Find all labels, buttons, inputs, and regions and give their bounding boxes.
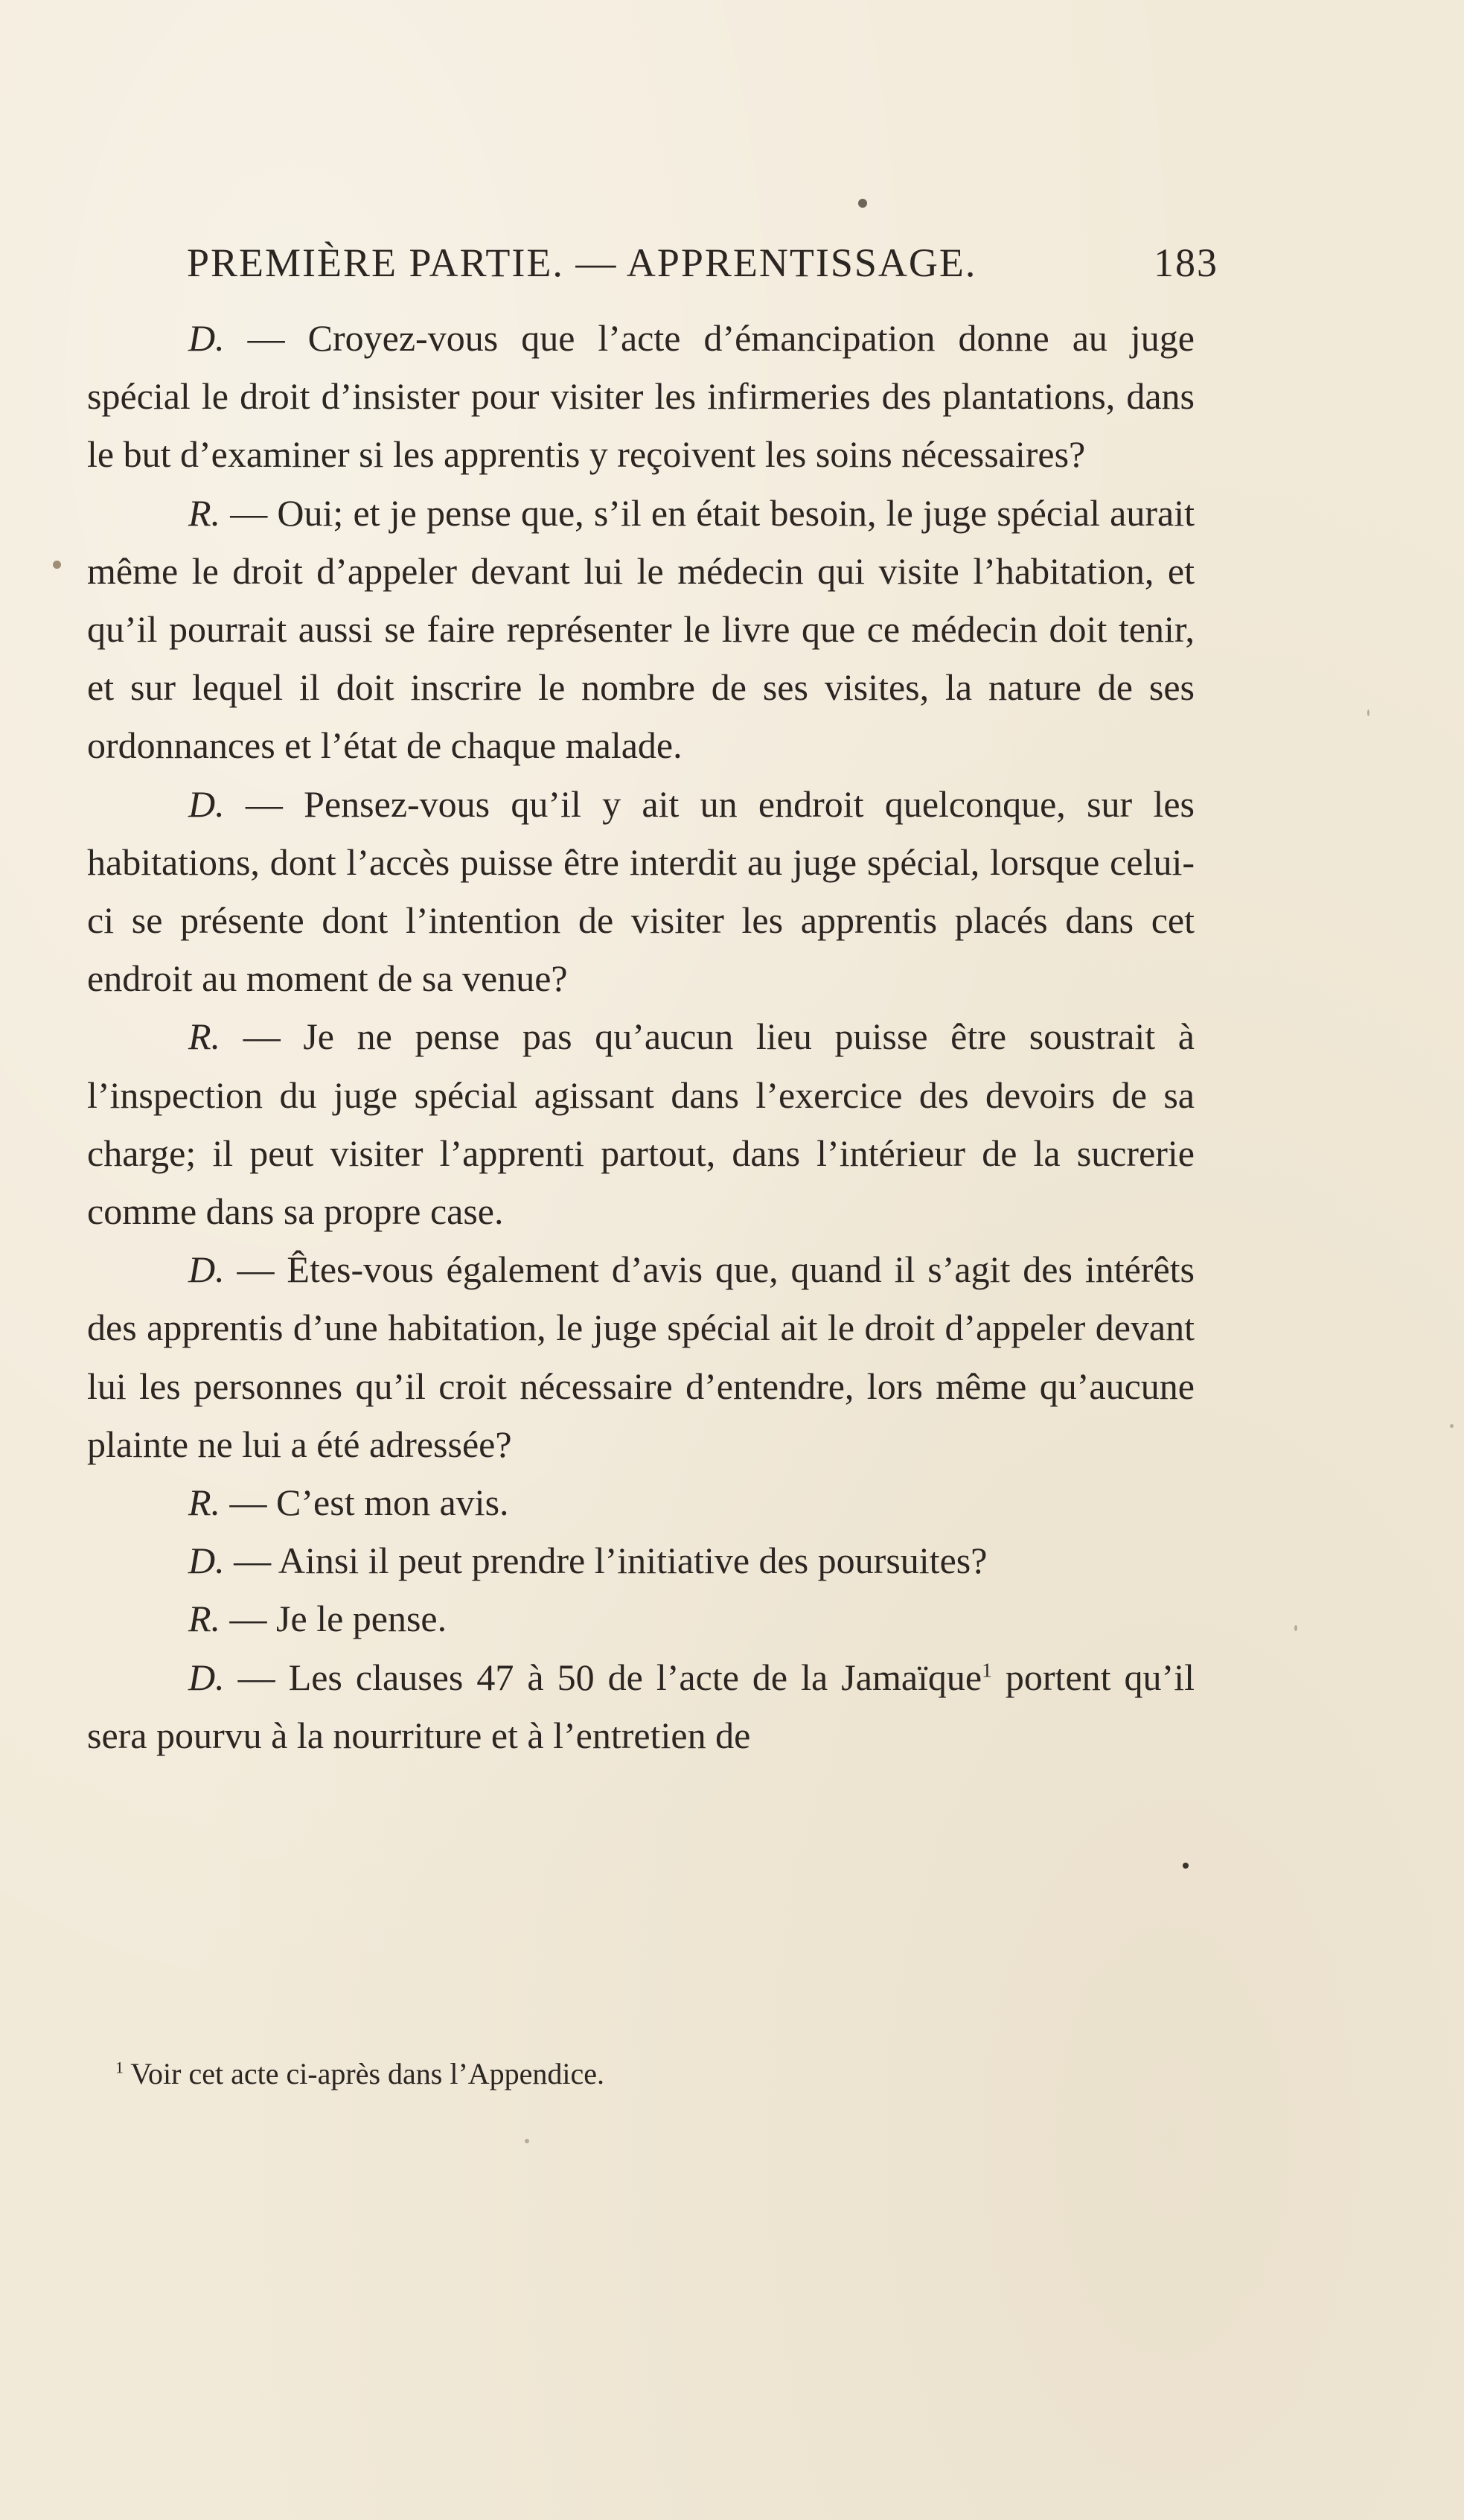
- ink-speck: [858, 199, 867, 208]
- footnote: [115, 2053, 604, 2095]
- footnote-reference: 1: [982, 1658, 992, 1682]
- speaker-label: D.: [188, 1540, 225, 1582]
- speaker-label: R.: [188, 491, 221, 534]
- paragraph-text: — Je ne pense pas qu’aucun lieu puisse être soustrait à l’inspection du juge spécial agissant dans l’exercice des devoirs de sa charge; il peut visiter l’apprenti partout, dans l’intérieur de la sucrerie comme dans sa propre case.: [87, 1015, 1195, 1233]
- paragraph-answer: [87, 1007, 1195, 1240]
- speaker-label: R.: [188, 1481, 221, 1524]
- running-header: [187, 237, 1218, 289]
- ink-speck: [53, 561, 61, 569]
- paragraph-answer: [87, 484, 1195, 775]
- main-text: [87, 309, 1195, 1764]
- ink-speck: [525, 2139, 529, 2143]
- paragraph-text: — Ainsi il peut prendre l’initiative des poursuites?: [234, 1540, 988, 1582]
- ink-speck: [1183, 1863, 1189, 1869]
- footnote-text: Voir cet acte ci-après dans l’Appendice.: [130, 2057, 605, 2090]
- paragraph-text: — Les clauses 47 à 50 de l’acte de la Jamaïque: [237, 1656, 982, 1698]
- ink-speck: [1367, 709, 1369, 716]
- footnote-marker: 1: [115, 2058, 124, 2077]
- paragraph-text: — Pensez-vous qu’il y ait un endroit quelconque, sur les habitations, dont l’accès puisse être interdit au juge spécial, lorsque celui-ci se présente dont l’intention de visiter les apprentis placés dans cet endroit au moment de sa venue?: [87, 782, 1195, 1000]
- paragraph-text-continued: portent qu’il sera pourvu à la nourriture et à l’entretien de: [87, 1656, 1195, 1756]
- paragraph-text: — Je le pense.: [229, 1598, 447, 1640]
- paragraph-text: — Êtes-vous également d’avis que, quand il s’agit des intérêts des apprentis d’une habitation, le juge spécial ait le droit d’appeler devant lui les personnes qu’il croit nécessaire d’entendre, lors même qu’aucune plainte ne lui a été adressée?: [87, 1248, 1195, 1465]
- paragraph-question: [87, 1240, 1195, 1473]
- paragraph-question: [87, 1648, 1195, 1764]
- paragraph-answer: [87, 1473, 1195, 1531]
- speaker-label: D.: [188, 1248, 225, 1291]
- speaker-label: R.: [188, 1015, 221, 1058]
- paragraph-text: — Croyez-vous que l’acte d’émancipation donne au juge spécial le droit d’insister pour visiter les infirmeries des plantations, dans le but d’examiner si les apprentis y reçoivent les soins nécessaires?: [87, 317, 1195, 476]
- speaker-label: D.: [188, 782, 225, 825]
- speaker-label: R.: [188, 1598, 221, 1640]
- paragraph-question: [87, 775, 1195, 1008]
- paragraph-text: — Oui; et je pense que, s’il en était besoin, le juge spécial aurait même le droit d’appeler devant lui le médecin qui visite l’habitation, et qu’il pourrait aussi se faire représenter le livre que ce médecin doit tenir, et sur lequel il doit inscrire le nombre de ses visites, la nature de ses ordonnances et l’état de chaque malade.: [87, 491, 1195, 767]
- paragraph-question: [87, 309, 1195, 484]
- paragraph-answer: [87, 1589, 1195, 1647]
- ink-speck: [1450, 1424, 1454, 1428]
- page-number: 183: [1154, 240, 1218, 285]
- speaker-label: D.: [188, 317, 225, 359]
- paragraph-question: [87, 1531, 1195, 1589]
- speaker-label: D.: [188, 1656, 225, 1698]
- running-title: PREMIÈRE PARTIE. — APPRENTISSAGE.: [187, 240, 977, 285]
- paragraph-text: — C’est mon avis.: [229, 1481, 509, 1524]
- ink-speck: [1294, 1625, 1297, 1631]
